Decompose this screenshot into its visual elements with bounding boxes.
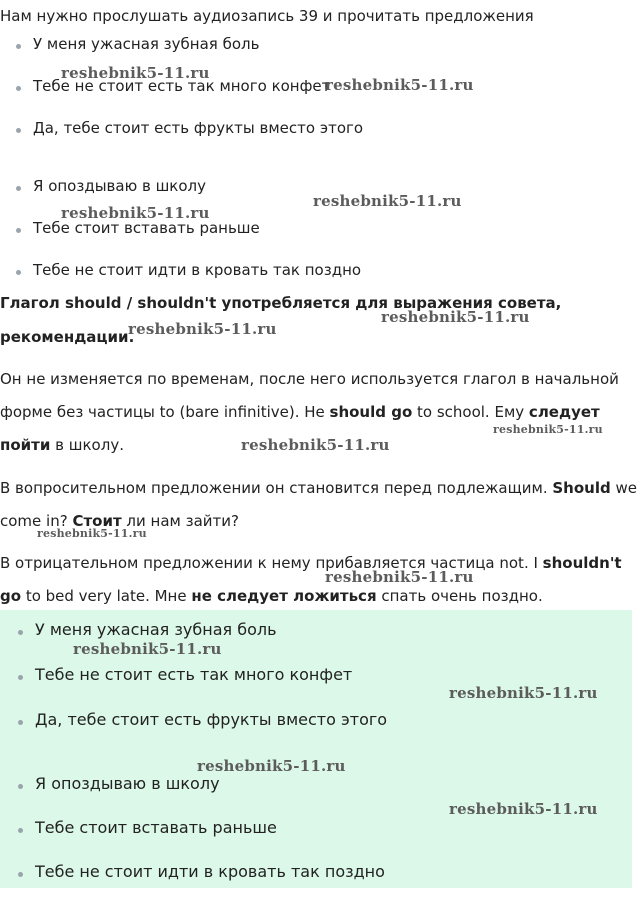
- watermark: reshebnik5-11.ru: [325, 76, 474, 94]
- bullet-dot: [16, 270, 21, 275]
- bullet-dot: [18, 828, 23, 833]
- text-span: to school. Ему: [412, 403, 529, 421]
- list-item: Да, тебе стоит есть фрукты вместо этого: [35, 710, 388, 729]
- list-item: Тебе не стоит идти в кровать так поздно: [33, 261, 362, 279]
- bold-span: Стоит: [72, 512, 122, 530]
- intro-text: Нам нужно прослушать аудиозапись 39 и прочитать предложения: [0, 7, 534, 25]
- watermark: reshebnik5-11.ru: [493, 423, 603, 436]
- bullet-dot: [18, 630, 23, 635]
- list-item: Тебе не стоит есть так много конфет: [33, 77, 331, 95]
- text-span: в школу.: [50, 436, 124, 454]
- watermark: reshebnik5-11.ru: [241, 436, 390, 454]
- bullet-dot: [18, 675, 23, 680]
- list-item: У меня ужасная зубная боль: [33, 35, 260, 53]
- bullet-dot: [18, 872, 23, 877]
- bullet-dot: [16, 44, 21, 49]
- paragraph-question-line-1: [0, 478, 637, 498]
- watermark: reshebnik5-11.ru: [73, 640, 222, 658]
- text-span: форме без частицы to (bare infinitive). Не: [0, 403, 330, 421]
- watermark: reshebnik5-11.ru: [325, 568, 474, 586]
- bullet-dot: [16, 228, 21, 233]
- paragraph-tense-line-3: [0, 435, 124, 455]
- bullet-dot: [18, 784, 23, 789]
- text-span: спать очень поздно.: [376, 587, 543, 605]
- bullet-dot: [16, 128, 21, 133]
- paragraph-tense-line-2: [0, 402, 600, 422]
- paragraph-negative-line-1: [0, 553, 622, 573]
- bullet-dot: [16, 86, 21, 91]
- text-span: ли нам зайти?: [121, 512, 239, 530]
- bold-span: не следует ложиться: [191, 587, 377, 605]
- bold-span: следует: [528, 403, 600, 421]
- text-span: to bed very late. Мне: [21, 587, 192, 605]
- list-item: Да, тебе стоит есть фрукты вместо этого: [33, 119, 364, 137]
- watermark: reshebnik5-11.ru: [61, 204, 210, 222]
- bold-span: go: [0, 587, 22, 605]
- bold-span: пойти: [0, 436, 51, 454]
- paragraph-negative-line-2: [0, 586, 543, 606]
- bold-span: should go: [329, 403, 413, 421]
- list-item: Тебе не стоит есть так много конфет: [35, 665, 353, 684]
- list-item: Тебе стоит вставать раньше: [35, 818, 277, 837]
- watermark: reshebnik5-11.ru: [449, 684, 598, 702]
- list-item: Я опоздываю в школу: [35, 774, 220, 793]
- watermark: reshebnik5-11.ru: [313, 192, 462, 210]
- bold-span: shouldn't: [542, 554, 622, 572]
- list-item: Я опоздываю в школу: [33, 177, 207, 195]
- rule-line-2: рекомендации.: [0, 328, 135, 346]
- bold-span: Should: [552, 479, 611, 497]
- text-span: В вопросительном предложении он становится перед подлежащим.: [0, 479, 553, 497]
- bullet-dot: [18, 720, 23, 725]
- text-span: we: [610, 479, 637, 497]
- bullet-dot: [16, 186, 21, 191]
- watermark: reshebnik5-11.ru: [128, 320, 277, 338]
- text-span: В отрицательном предложении к нему прибавляется частица not. I: [0, 554, 543, 572]
- text-span: come in?: [0, 512, 73, 530]
- watermark: reshebnik5-11.ru: [381, 308, 530, 326]
- watermark: reshebnik5-11.ru: [37, 527, 147, 540]
- list-item: Тебе стоит вставать раньше: [33, 219, 260, 237]
- rule-line-1: Глагол should / shouldn't употребляется для выражения совета,: [0, 294, 562, 312]
- list-item: Тебе не стоит идти в кровать так поздно: [35, 862, 385, 881]
- paragraph-tense-line-1: Он не изменяется по временам, после него используется глагол в начальной: [0, 370, 619, 388]
- watermark: reshebnik5-11.ru: [449, 800, 598, 818]
- watermark: reshebnik5-11.ru: [197, 757, 346, 775]
- list-item: У меня ужасная зубная боль: [35, 620, 277, 639]
- watermark: reshebnik5-11.ru: [61, 64, 210, 82]
